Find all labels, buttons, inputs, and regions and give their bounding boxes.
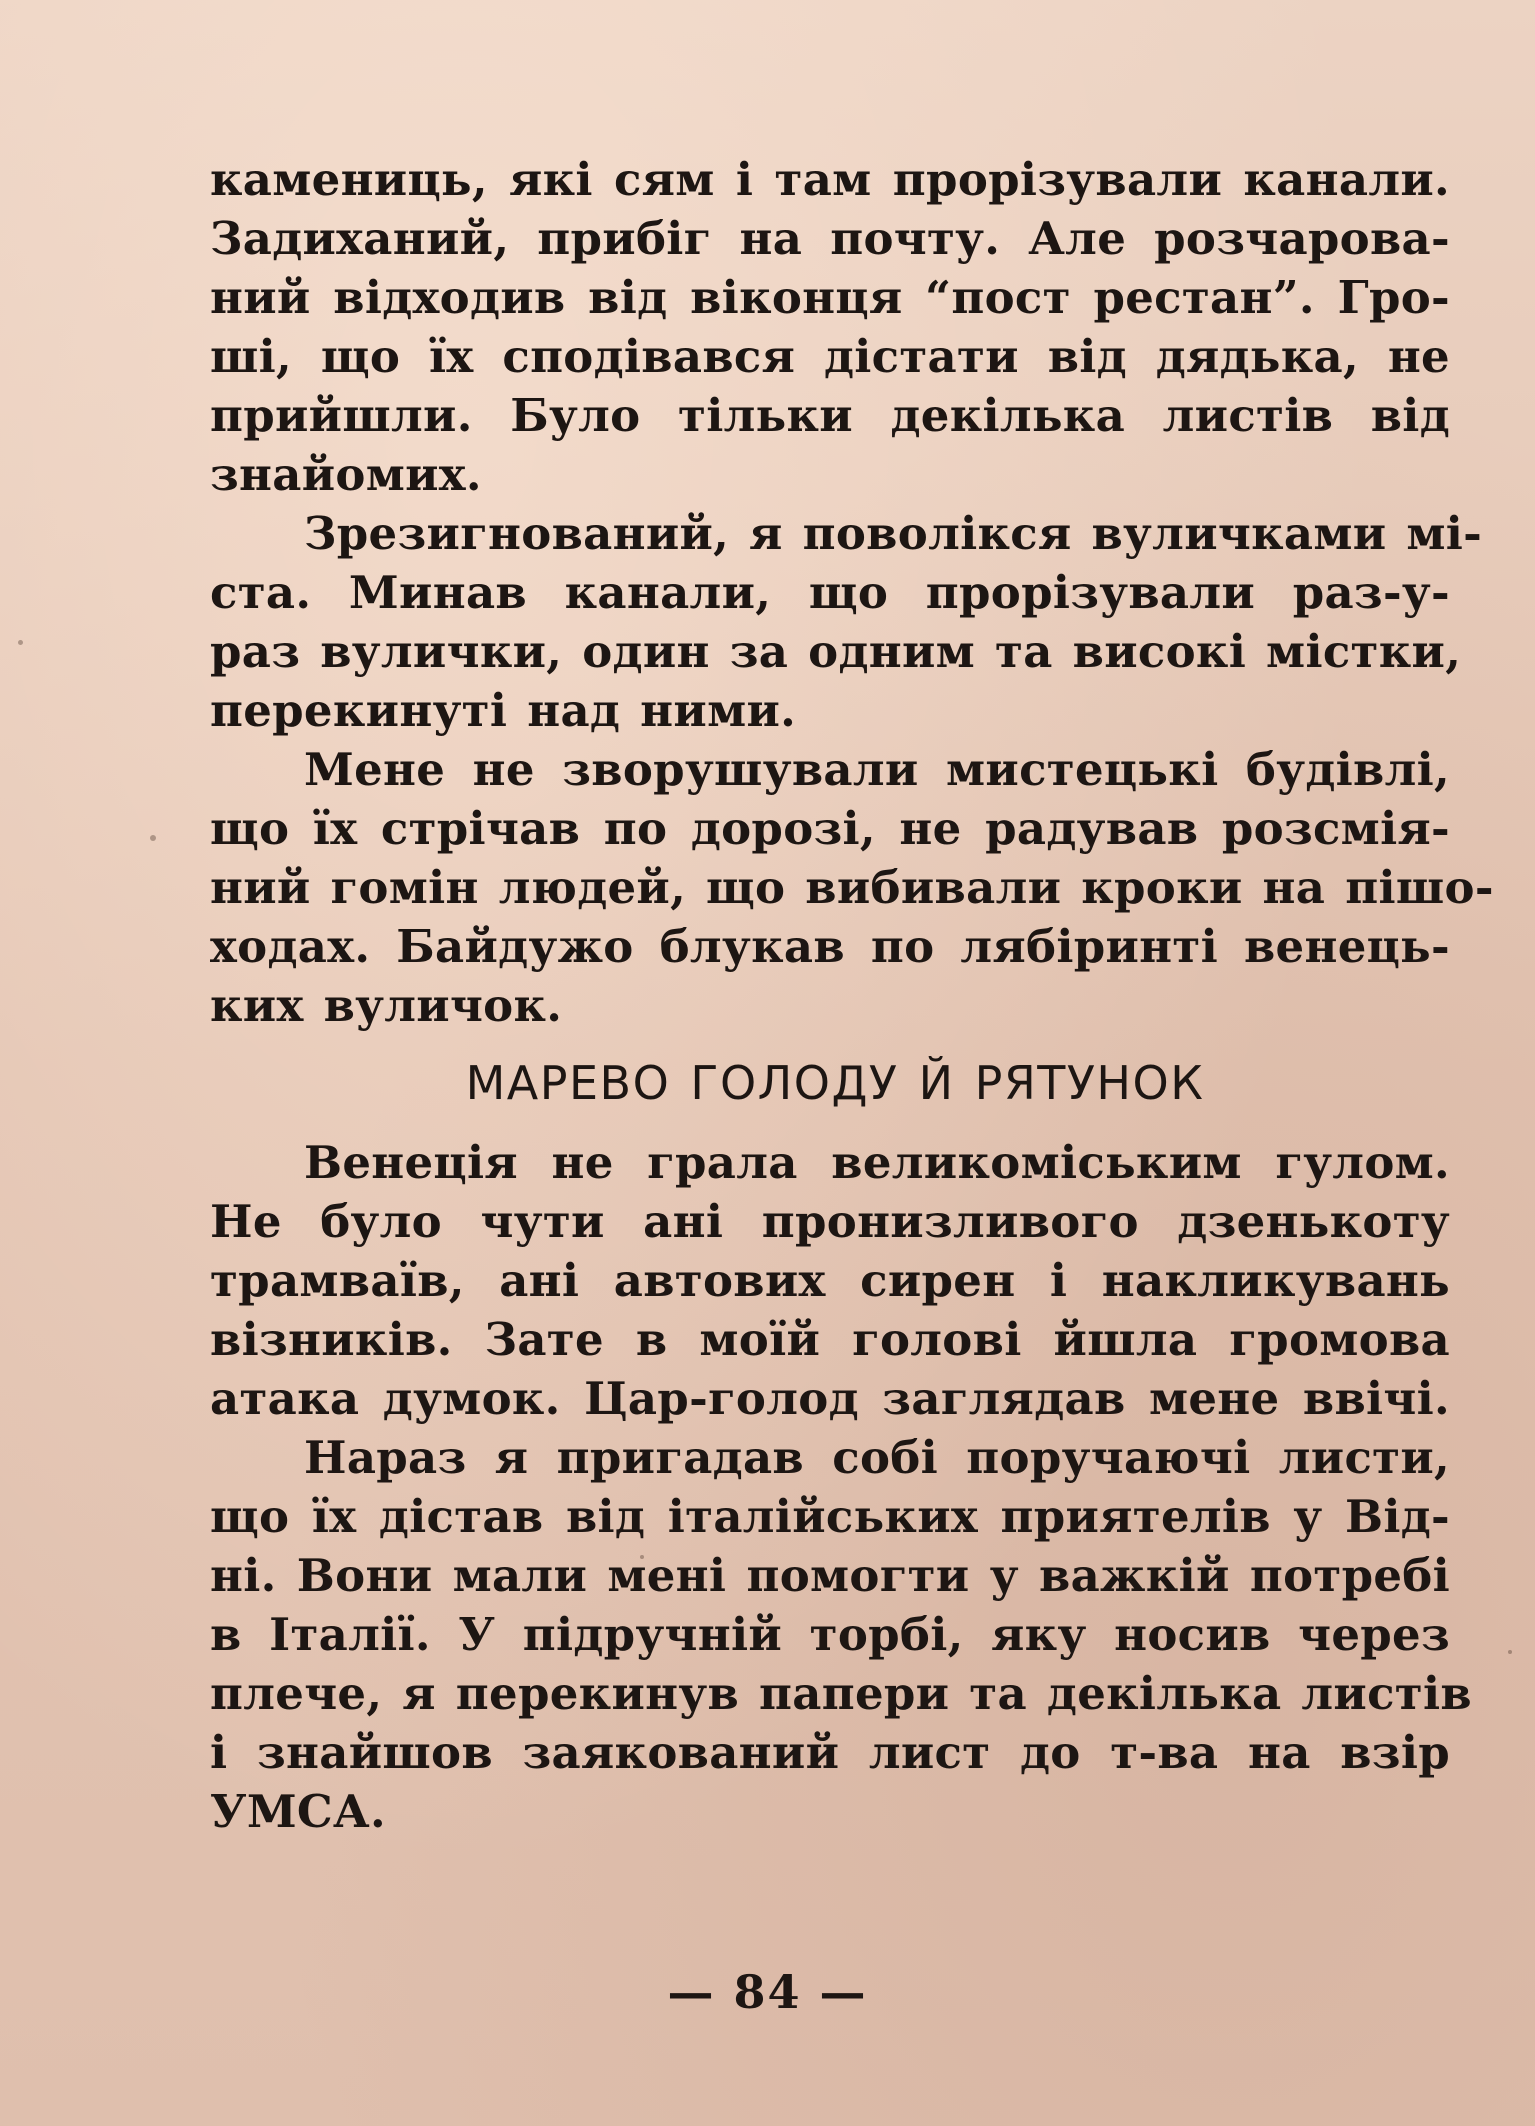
text-line: ші, що їх сподівався дістати від дядька, не xyxy=(210,330,1450,383)
text-line: ні. Вони мали мені помогти у важкій потребі xyxy=(210,1549,1450,1602)
text-line: ний гомін людей, що вибивали кроки на пішо- xyxy=(210,861,1494,914)
paragraph-2 xyxy=(210,504,1483,740)
book-page xyxy=(210,150,1494,2050)
text-line: камениць, які сям і там прорізували канали. xyxy=(210,153,1450,206)
text-line: перекинуті над ними. xyxy=(210,684,797,737)
text-line: візників. Зате в моїй голові йшла громова xyxy=(210,1313,1450,1366)
text-line: раз вулички, один за одним та високі містки, xyxy=(210,625,1462,678)
text-line: трамваїв, ані автових сирен і накликувань xyxy=(210,1254,1450,1307)
paragraph-3 xyxy=(210,740,1494,1035)
paragraph-4 xyxy=(210,1133,1450,1428)
paragraph-1 xyxy=(210,150,1450,504)
paper-speck xyxy=(150,835,156,841)
page-number: — 84 — xyxy=(667,1965,868,2019)
text-line: що їх стрічав по дорозі, не радував розсмія- xyxy=(210,802,1450,855)
text-line: УМСА. xyxy=(210,1785,386,1838)
text-line: Зрезигнований, я поволікся вуличками мі- xyxy=(304,507,1483,560)
text-line: ний відходив від віконця “пост рестан”. Гро- xyxy=(210,271,1450,324)
text-line: і знайшов заякований лист до т-ва на взір xyxy=(210,1726,1450,1779)
text-line: ста. Минав канали, що прорізували раз-у- xyxy=(210,566,1450,619)
section-heading: МАРЕВО ГОЛОДУ Й РЯТУНОК xyxy=(465,1056,1205,1110)
text-line: Не було чути ані пронизливого дзенькоту xyxy=(210,1195,1450,1248)
paper-speck xyxy=(18,640,23,645)
text-line: Мене не зворушували мистецькі будівлі, xyxy=(304,743,1450,796)
text-line: плече, я перекинув папери та декілька листів xyxy=(210,1667,1472,1720)
text-line: знайомих. xyxy=(210,448,482,501)
text-line: ких вуличок. xyxy=(210,979,563,1032)
paper-speck xyxy=(640,1555,644,1559)
text-line: Задиханий, прибіг на почту. Але розчарова- xyxy=(210,212,1450,265)
text-line: ходах. Байдужо блукав по лябіринті венець- xyxy=(210,920,1450,973)
text-line: в Італії. У підручній торбі, яку носив через xyxy=(210,1608,1450,1661)
text-line: що їх дістав від італійських приятелів у Від- xyxy=(210,1490,1450,1543)
text-line: Нараз я пригадав собі поручаючі листи, xyxy=(304,1431,1450,1484)
body-text xyxy=(210,150,1494,1841)
text-line: прийшли. Було тільки декілька листів від xyxy=(210,389,1450,442)
text-line: Венеція не грала великоміським гулом. xyxy=(304,1136,1450,1189)
paper-speck xyxy=(1508,1650,1512,1654)
paragraph-5 xyxy=(210,1428,1472,1841)
text-line: атака думок. Цар-голод заглядав мене ввічі. xyxy=(210,1372,1450,1425)
